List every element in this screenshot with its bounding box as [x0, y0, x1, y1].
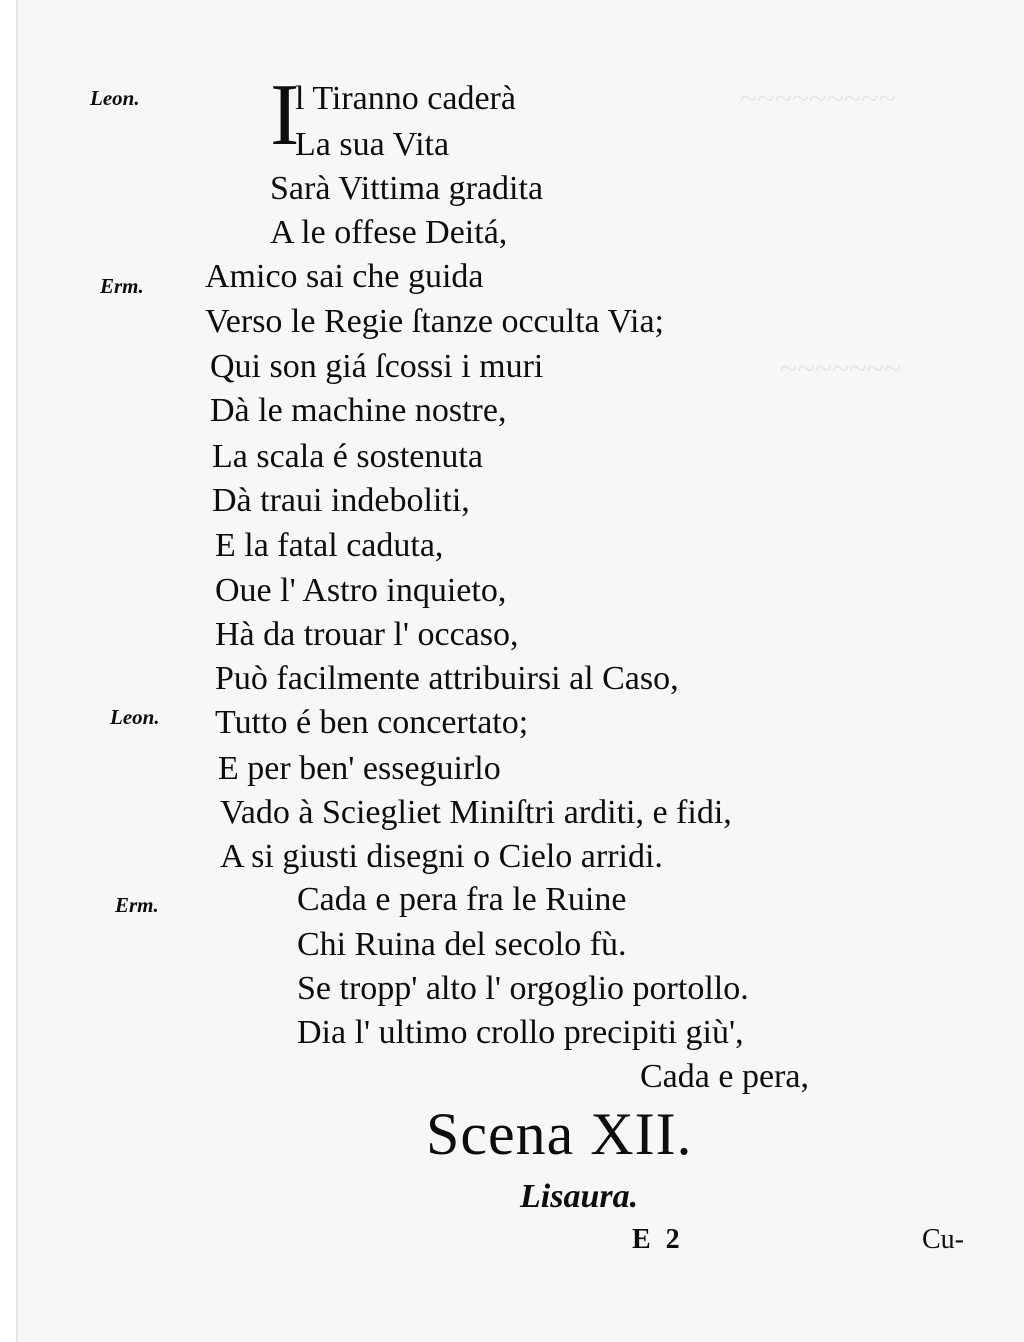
verse-line: Chi Ruina del secolo fù.: [297, 926, 627, 963]
verse-line: Dà le machine nostre,: [210, 392, 507, 429]
verse-line: Vado à Sciegliet Miniſtri arditi, e fidi,: [220, 794, 732, 831]
verse-line: Dà traui indeboliti,: [212, 482, 470, 519]
speaker-label: Leon.: [90, 86, 140, 110]
verse-line: Cada e pera,: [640, 1058, 809, 1095]
verse-line: Amico sai che guida: [205, 258, 484, 295]
verse-line: E per ben' esseguirlo: [218, 750, 501, 787]
verse-line: l Tiranno caderà: [295, 80, 516, 117]
page-edge-line: [16, 0, 18, 1342]
verse-line: Qui son giá ſcossi i muri: [210, 348, 544, 385]
verse-line: La sua Vita: [295, 126, 450, 163]
catchword: Cu-: [922, 1224, 964, 1255]
signature-mark: E 2: [632, 1224, 684, 1255]
speaker-label: Erm.: [100, 274, 144, 298]
scene-heading: Scena XII.: [426, 1101, 693, 1167]
verse-line: A si giusti disegni o Cielo arridi.: [220, 838, 663, 875]
verse-line: A le offese Deitá,: [270, 214, 508, 251]
verse-line: Cada e pera fra le Ruine: [297, 881, 627, 918]
verse-line: Tutto é ben concertato;: [215, 704, 529, 741]
verse-line: Se tropp' alto l' orgoglio portollo.: [297, 970, 749, 1007]
verse-line: E la fatal caduta,: [215, 527, 444, 564]
show-through-shadow: ~~~~~~~: [780, 350, 902, 386]
verse-line: Può facilmente attribuirsi al Caso,: [215, 660, 679, 697]
verse-line: Oue l' Astro inquieto,: [215, 572, 507, 609]
verse-line: Hà da trouar l' occaso,: [215, 616, 519, 653]
verse-line: Sarà Vittima gradita: [270, 170, 544, 207]
speaker-label: Erm.: [115, 893, 159, 917]
speaker-label: Leon.: [110, 705, 160, 729]
verse-line: La scala é sostenuta: [212, 438, 483, 475]
verse-line: Verso le Regie ſtanze occulta Via;: [205, 303, 664, 340]
show-through-shadow: ~~~~~~~~~: [740, 80, 896, 116]
scene-character: Lisaura.: [520, 1178, 639, 1215]
verse-line: Dia l' ultimo crollo precipiti giù',: [297, 1014, 744, 1051]
drop-cap: I: [270, 67, 300, 164]
